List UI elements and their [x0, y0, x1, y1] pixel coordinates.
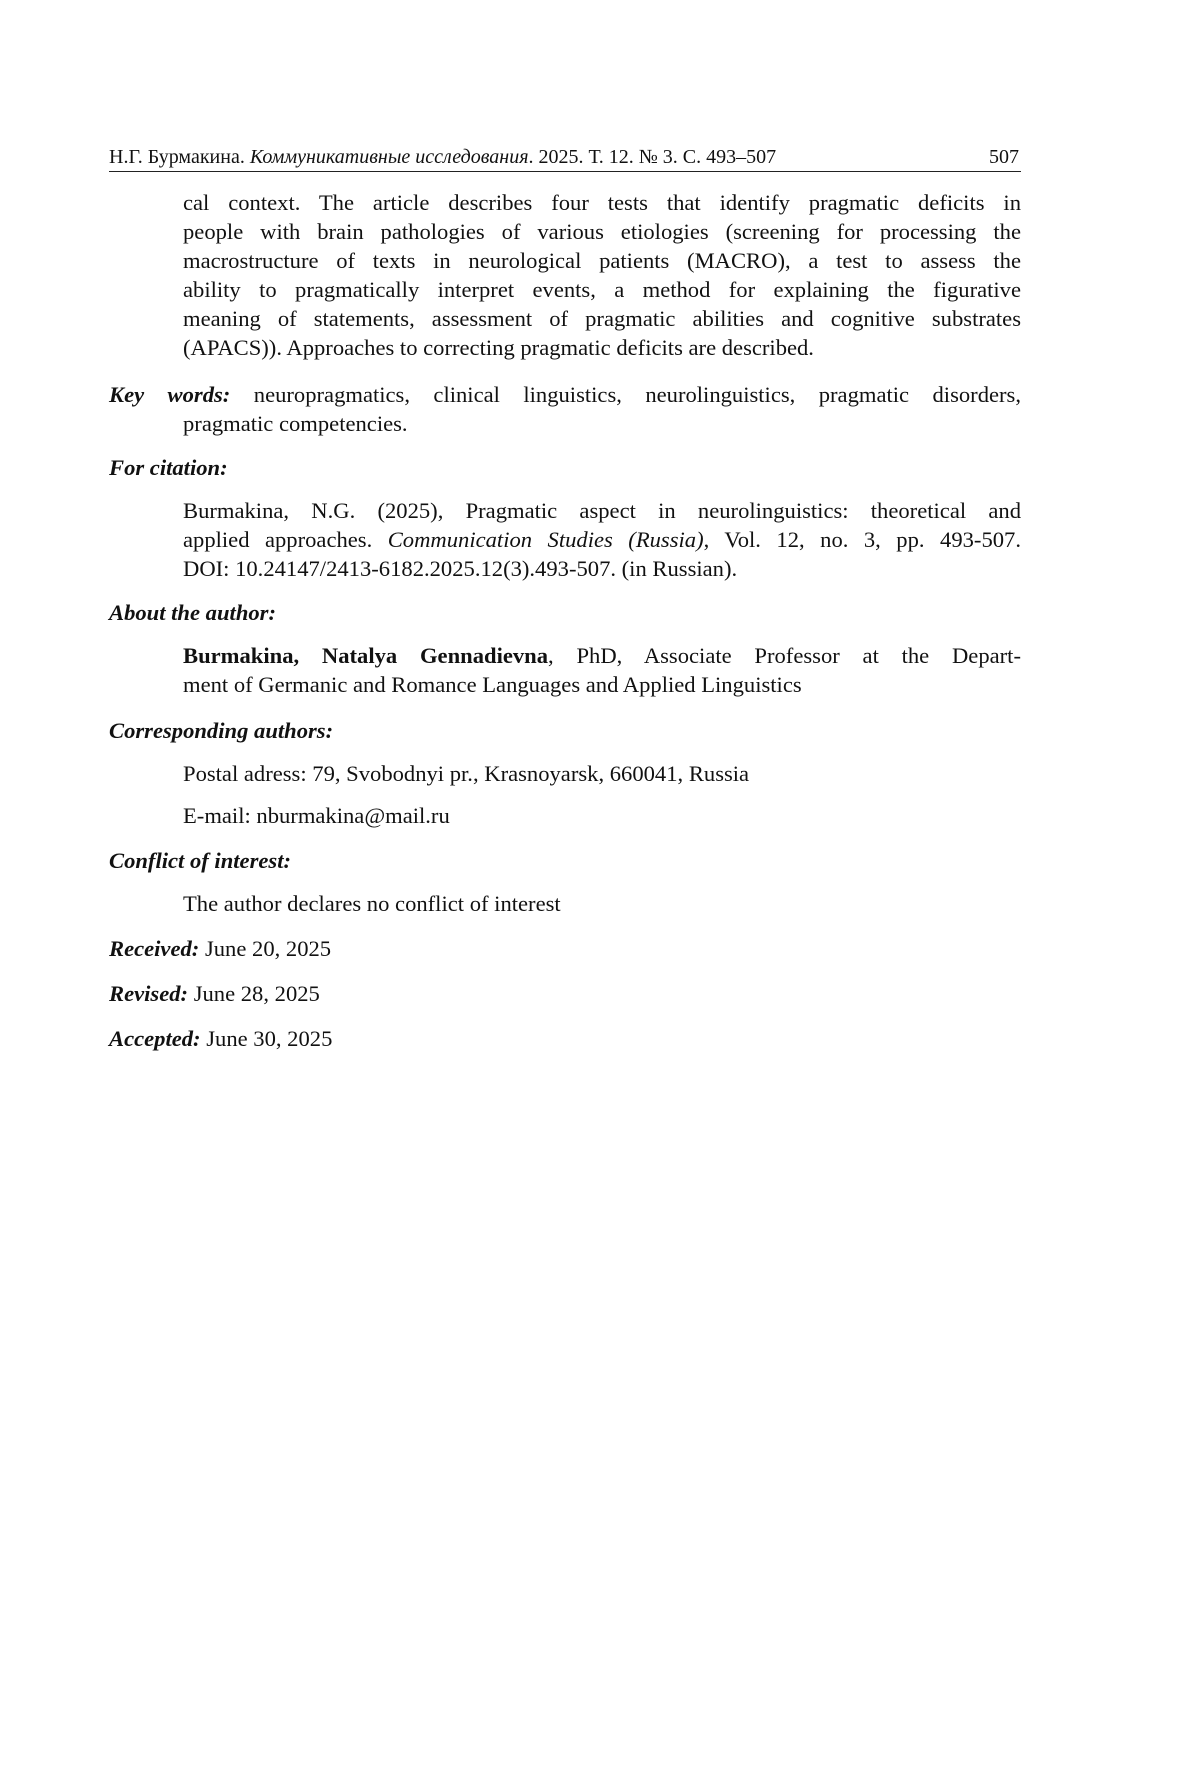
corresponding-label: Corresponding authors: — [109, 718, 334, 743]
keywords-line — [109, 380, 1021, 409]
postal-address: Postal adress: 79, Svobodnyi pr., Krasnoyarsk, 660041, Russia — [183, 761, 750, 786]
running-header — [109, 144, 1021, 172]
citation-fragment: applied approaches. — [183, 527, 388, 552]
author-name: Burmakina, Natalya Gennadievna — [183, 643, 549, 668]
conflict-text: The author declares no conflict of interest — [183, 891, 561, 916]
citation-text — [183, 496, 1021, 583]
revised-date — [109, 979, 320, 1008]
header-author: Н.Г. Бурмакина. — [109, 146, 250, 168]
citation-line: Burmakina, N.G. (2025), Pragmatic aspect in neurolinguistics: theoretical and — [183, 498, 1021, 523]
revised-label: Revised: — [109, 981, 189, 1006]
abstract-line: macrostructure of texts in neurological patients (MACRO), a test to assess the — [183, 248, 1021, 273]
keywords-section — [109, 380, 1021, 438]
about-line: ment of Germanic and Romance Languages and Applied Linguistics — [183, 672, 802, 697]
citation-fragment: , Vol. 12, no. 3, pp. 493-507. — [703, 527, 1021, 552]
citation-line — [183, 525, 1021, 554]
email-address: E-mail: nburmakina@mail.ru — [183, 803, 450, 828]
revised-value: June 28, 2025 — [188, 981, 320, 1006]
abstract-line: meaning of statements, assessment of pragmatic abilities and cognitive substrates — [183, 306, 1021, 331]
abstract-line: (APACS)). Approaches to correcting pragmatic deficits are described. — [183, 335, 814, 360]
received-date — [109, 934, 331, 963]
header-details: . 2025. Т. 12. № 3. С. 493–507 — [528, 146, 777, 168]
abstract-line: ability to pragmatically interpret events, a method for explaining the figurative — [183, 277, 1021, 302]
about-text — [183, 641, 1021, 699]
abstract-line: cal context. The article describes four tests that identify pragmatic deficits in — [183, 190, 1021, 215]
accepted-value: June 30, 2025 — [200, 1026, 333, 1051]
citation-doi: DOI: 10.24147/2413-6182.2025.12(3).493-507. (in Russian). — [183, 556, 738, 581]
about-label: About the author: — [109, 600, 276, 625]
abstract-line: people with brain pathologies of various etiologies (screening for processing the — [183, 219, 1021, 244]
received-label: Received: — [109, 936, 200, 961]
keywords-label: Key words: — [109, 382, 231, 407]
about-line — [183, 641, 1021, 670]
about-rest: , PhD, Associate Professor at the Depart- — [548, 643, 1021, 668]
citation-label: For citation: — [109, 455, 228, 480]
accepted-label: Accepted: — [109, 1026, 201, 1051]
abstract-continuation — [183, 188, 1021, 362]
received-value: June 20, 2025 — [199, 936, 332, 961]
page-number: 507 — [989, 146, 1019, 168]
accepted-date — [109, 1024, 332, 1053]
keywords-text: neuropragmatics, clinical linguistics, neurolinguistics, pragmatic disorders, — [230, 382, 1021, 407]
citation-journal: Communication Studies (Russia) — [387, 527, 704, 552]
header-journal: Коммуникативные исследования — [249, 146, 529, 168]
conflict-label: Conflict of interest: — [109, 848, 291, 873]
keywords-line: pragmatic competencies. — [183, 411, 408, 436]
